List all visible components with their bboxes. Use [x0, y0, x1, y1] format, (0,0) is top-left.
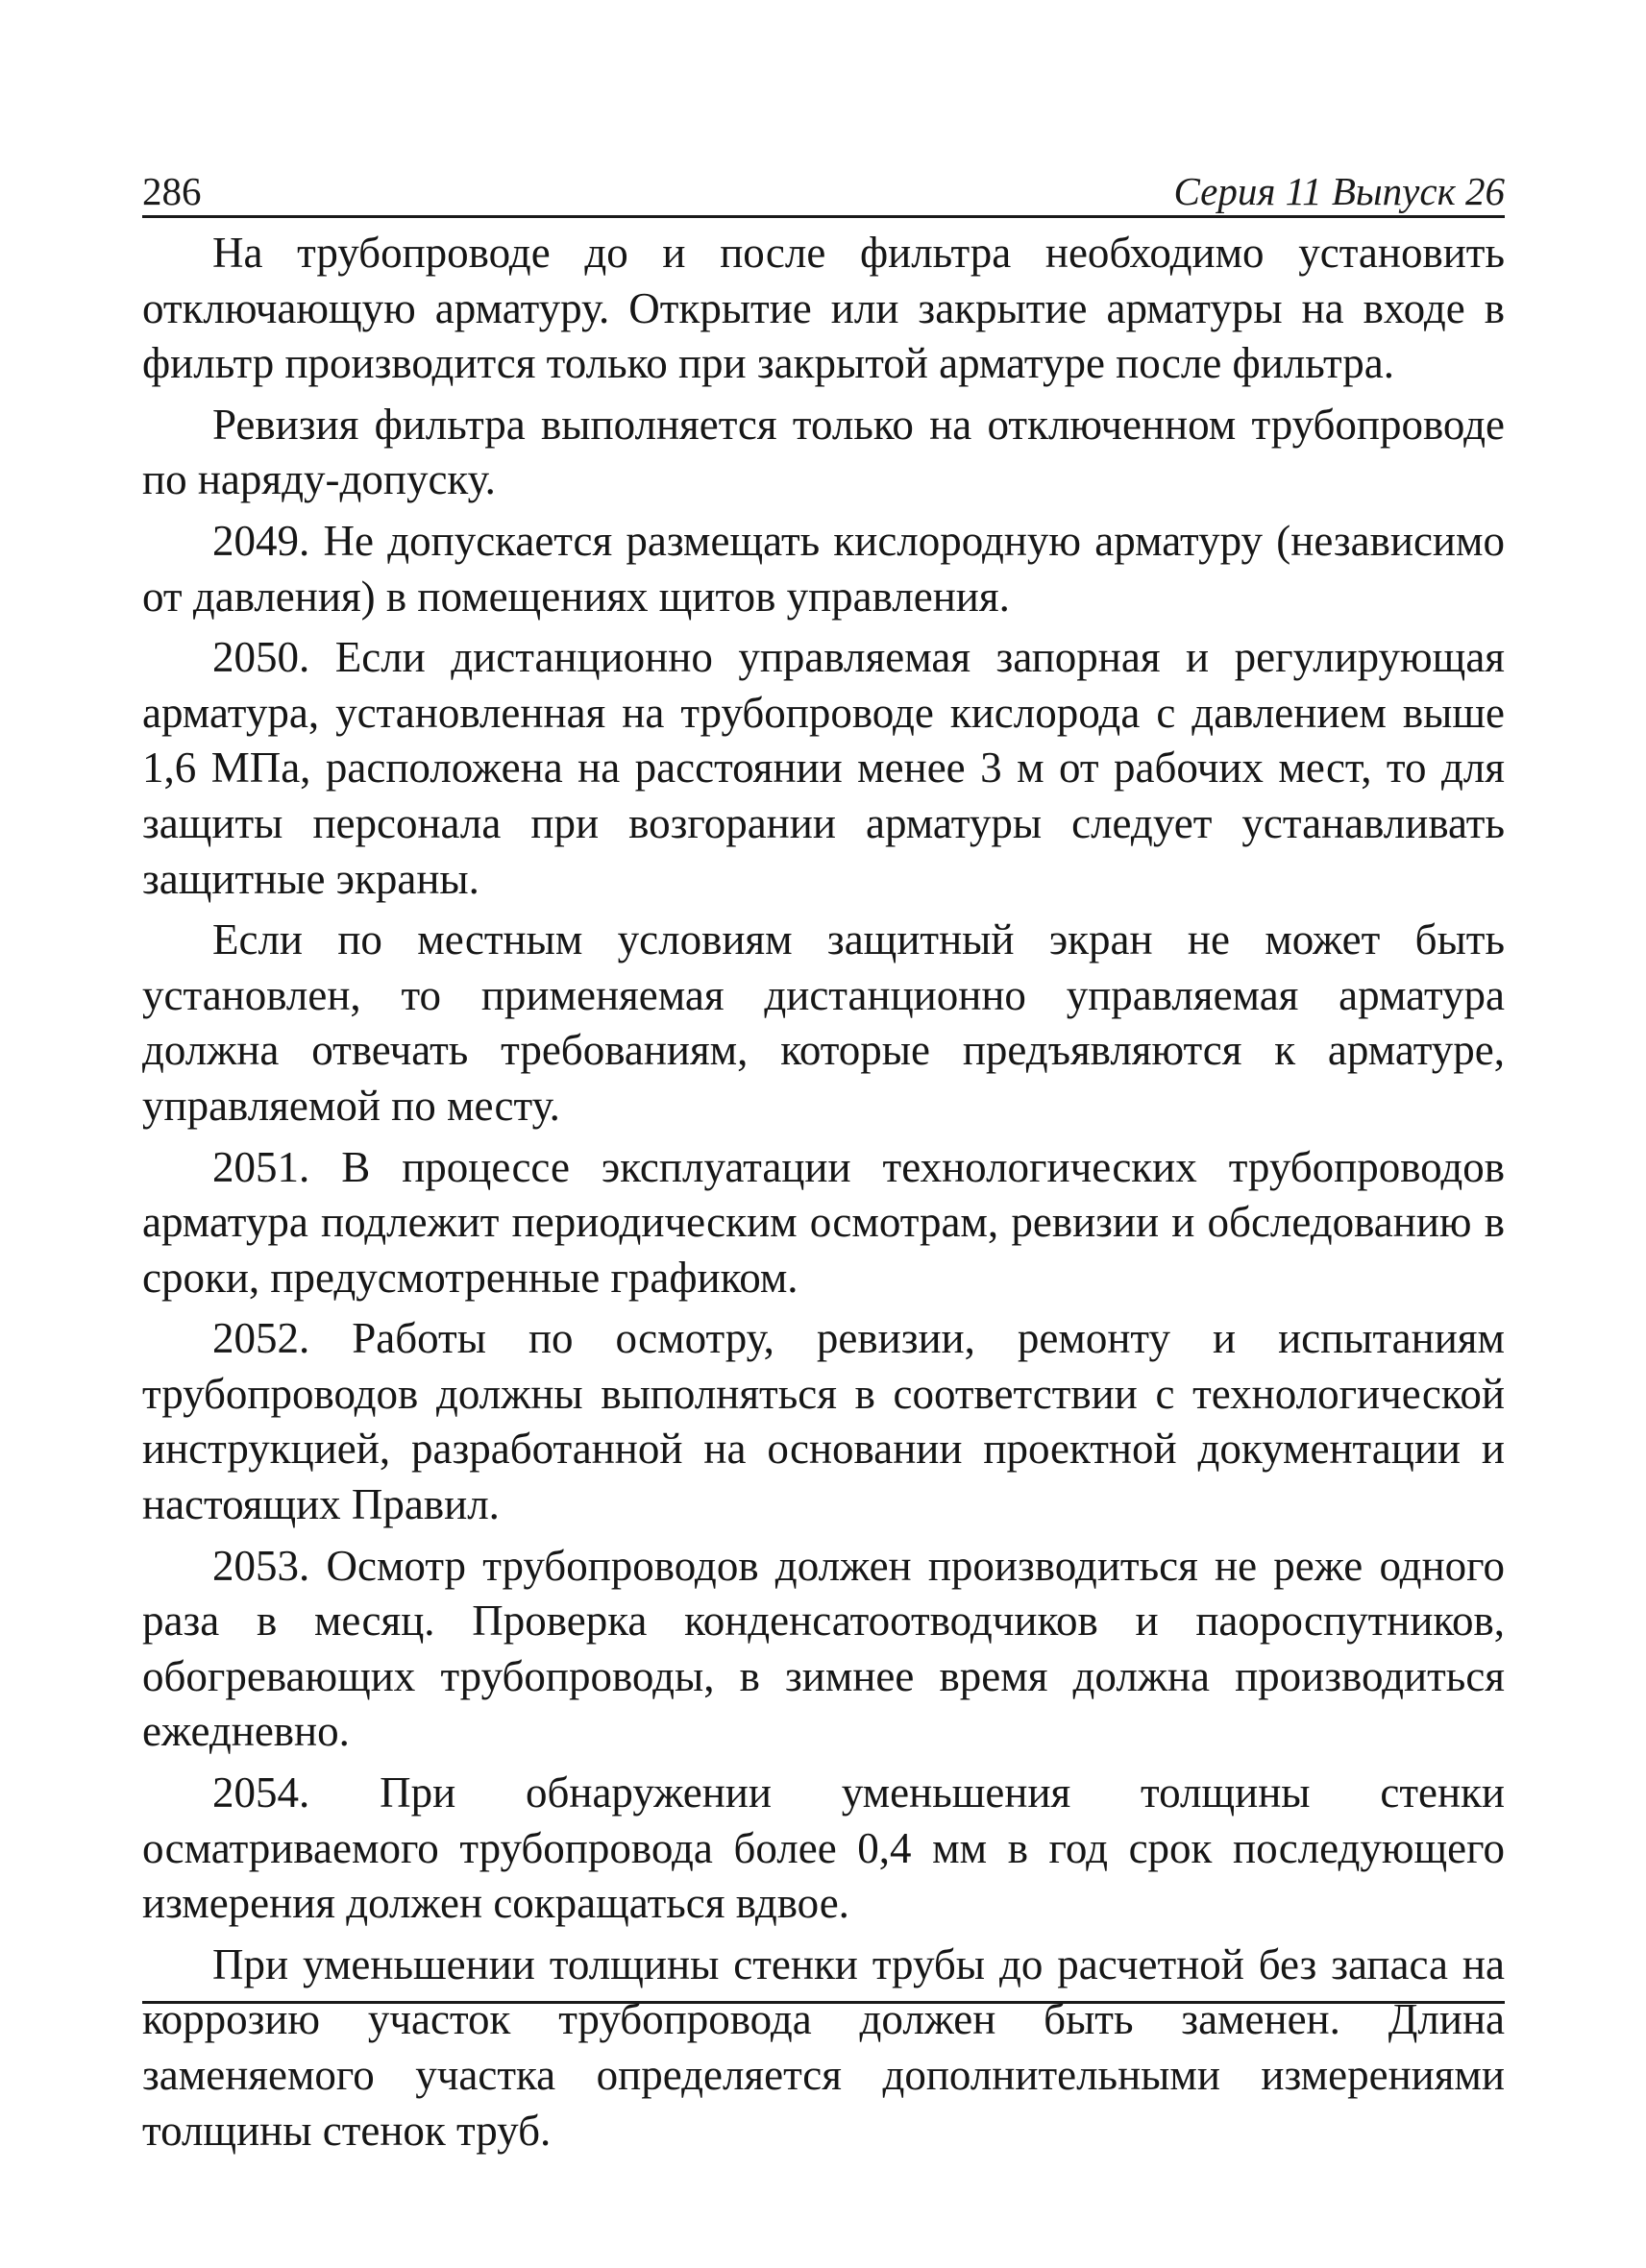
paragraph-2053: 2053. Осмотр трубопроводов должен производиться не реже одного раза в месяц. Проверка конденсатоотводчиков и паороспутников, обогревающих трубопроводы, в зимнее время должна производиться ежедневно.	[142, 1541, 1505, 1756]
paragraph: При уменьшении толщины стенки трубы до расчетной без запаса на коррозию участок трубопровода должен быть заменен. Длина заменяемого участка определяется дополнительными измерениями толщины стенок труб.	[142, 1939, 1505, 2155]
paragraph: Ревизия фильтра выполняется только на отключенном трубопроводе по наряду-допуску.	[142, 400, 1505, 504]
paragraph: На трубопроводе до и после фильтра необходимо установить отключающую арматуру. Открытие или закрытие арматуры на входе в фильтр производится только при закрытой арматуре после фильтра.	[142, 229, 1505, 388]
paragraph-2051: 2051. В процессе эксплуатации технологических трубопроводов арматура подлежит периодическим осмотрам, ревизии и обследованию в сроки, предусмотренные графиком.	[142, 1142, 1505, 1302]
running-title: Серия 11 Выпуск 26	[1173, 169, 1505, 213]
paragraph-2049: 2049. Не допускается размещать кислородную арматуру (независимо от давления) в помещениях щитов управления.	[142, 516, 1505, 621]
body-text	[142, 226, 1505, 2158]
bottom-divider	[142, 2001, 1505, 2004]
paragraph-2050: 2050. Если дистанционно управляемая запорная и регулирующая арматура, установленная на трубопроводе кислорода с давлением выше 1,6 МПа, расположена на расстоянии менее 3 м от рабочих мест, то для защиты персонала при возгорании арматуры следует устанавливать защитные экраны.	[142, 633, 1505, 903]
page-header	[142, 161, 1505, 218]
paragraph: Если по местным условиям защитный экран не может быть установлен, то применяемая дистанционно управляемая арматура должна отвечать требованиям, которые предъявляются к арматуре, управляемой по месту.	[142, 915, 1505, 1130]
paragraph-2054: 2054. При обнаружении уменьшения толщины стенки осматриваемого трубопровода более 0,4 мм в год срок последующего измерения должен сокращаться вдвое.	[142, 1768, 1505, 1928]
paragraph-2052: 2052. Работы по осмотру, ревизии, ремонту и испытаниям трубопроводов должны выполняться в соответствии с технологической инструкцией, разработанной на основании проектной документации и настоящих Правил.	[142, 1314, 1505, 1529]
page-number: 286	[142, 169, 202, 213]
